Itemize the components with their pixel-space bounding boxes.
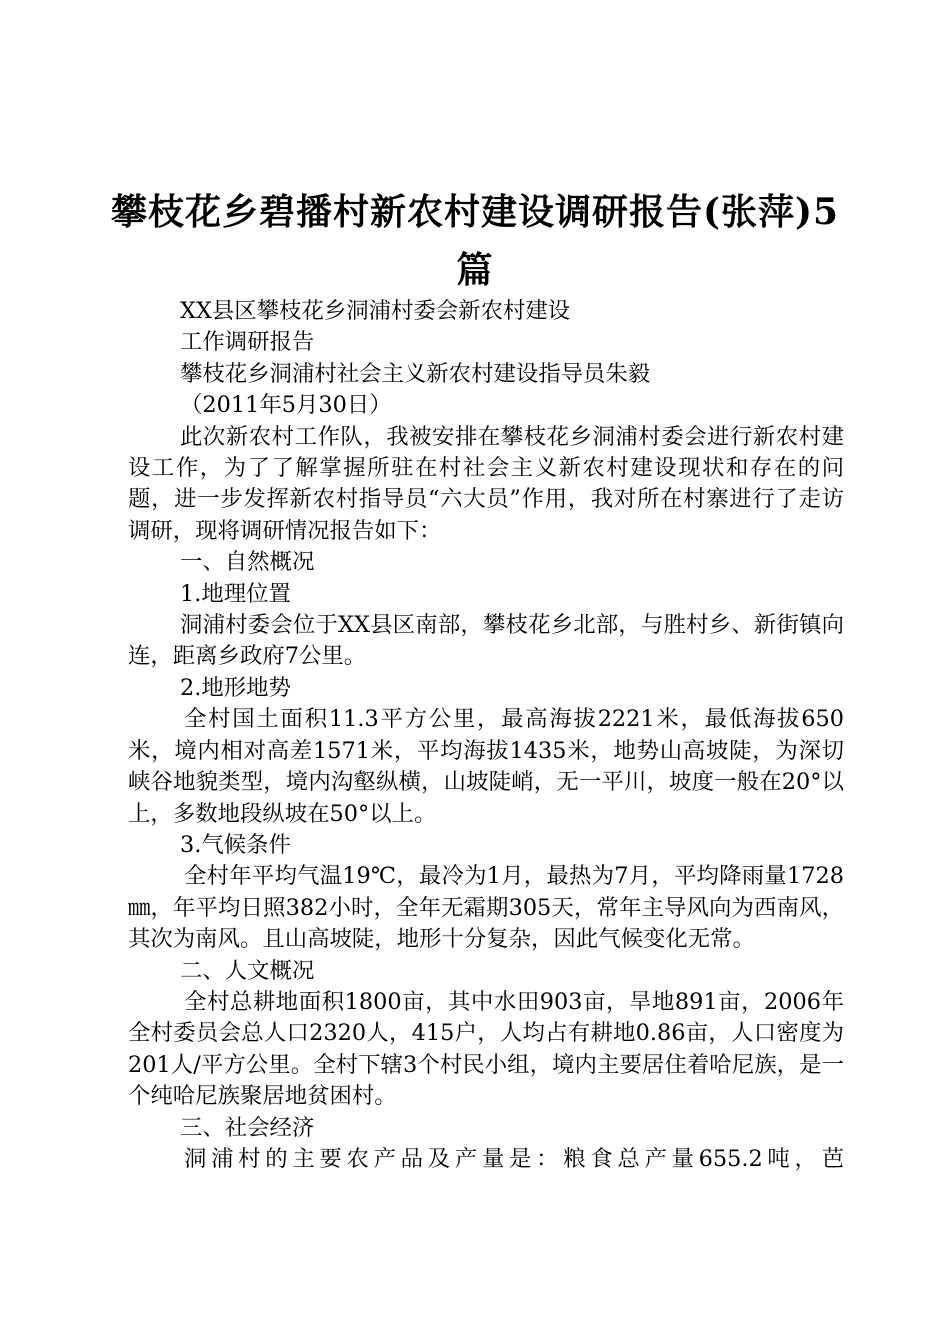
section-heading-economy: 三、社会经济: [180, 1114, 315, 1141]
report-date-line: （2011年5月30日）: [180, 392, 392, 419]
subsection-heading-terrain: 2.地形地势: [180, 674, 291, 701]
economy-paragraph: 洞浦村的主要农产品及产量是：粮食总产量655.2吨，芭: [184, 1145, 844, 1172]
document-body: [128, 296, 844, 1175]
intro-paragraph: 此次新农村工作队，我被安排在攀枝花乡洞浦村委会进行新农村建设工作，为了了解掌握所驻在村社会主义新农村建设现状和存在的问题，进一步发挥新农村指导员“六大员”作用，我对所在村寨进行了走访调研，现将调研情况报告如下：: [128, 423, 844, 544]
subsection-heading-location: 1.地理位置: [180, 580, 291, 607]
report-heading-line-1: XX县区攀枝花乡洞浦村委会新农村建设: [180, 298, 571, 324]
subsection-heading-climate: 3.气候条件: [180, 831, 291, 858]
humanities-paragraph: 全村总耕地面积1800亩，其中水田903亩，旱地891亩，2006年全村委员会总人口2320人，415户，人均占有耕地0.86亩，人口密度为201人/平方公里。全村下辖3个村民小组，境内主要居住着哈尼族，是一个纯哈尼族聚居地贫困村。: [128, 988, 844, 1110]
section-heading-natural: 一、自然概况: [180, 549, 315, 576]
terrain-paragraph: 全村国土面积11.3平方公里，最高海拔2221米，最低海拔650米，境内相对高差1571米，平均海拔1435米，地势山高坡陡，为深切峡谷地貌类型，境内沟壑纵横，山坡陡峭，无一平川，坡度一般在20°以上，多数地段纵坡在50°以上。: [128, 706, 844, 827]
location-paragraph: 洞浦村委会位于XX县区南部，攀枝花乡北部，与胜村乡、新街镇向连，距离乡政府7公里。: [128, 612, 844, 670]
section-heading-humanities: 二、人文概况: [180, 957, 315, 984]
climate-paragraph: 全村年平均气温19℃，最冷为1月，最热为7月，平均降雨量1728㎜，年平均日照382小时，全年无霜期305天，常年主导风向为西南风，其次为南风。且山高坡陡，地形十分复杂，因此气候变化无常。: [128, 863, 844, 953]
document-title-line-1: 攀枝花乡碧播村新农村建设调研报告(张萍)5: [110, 191, 840, 233]
report-heading-line-2: 工作调研报告: [180, 329, 315, 356]
document-title-line-2: 篇: [456, 249, 494, 291]
report-author-line: 攀枝花乡洞浦村社会主义新农村建设指导员朱毅: [180, 360, 651, 387]
